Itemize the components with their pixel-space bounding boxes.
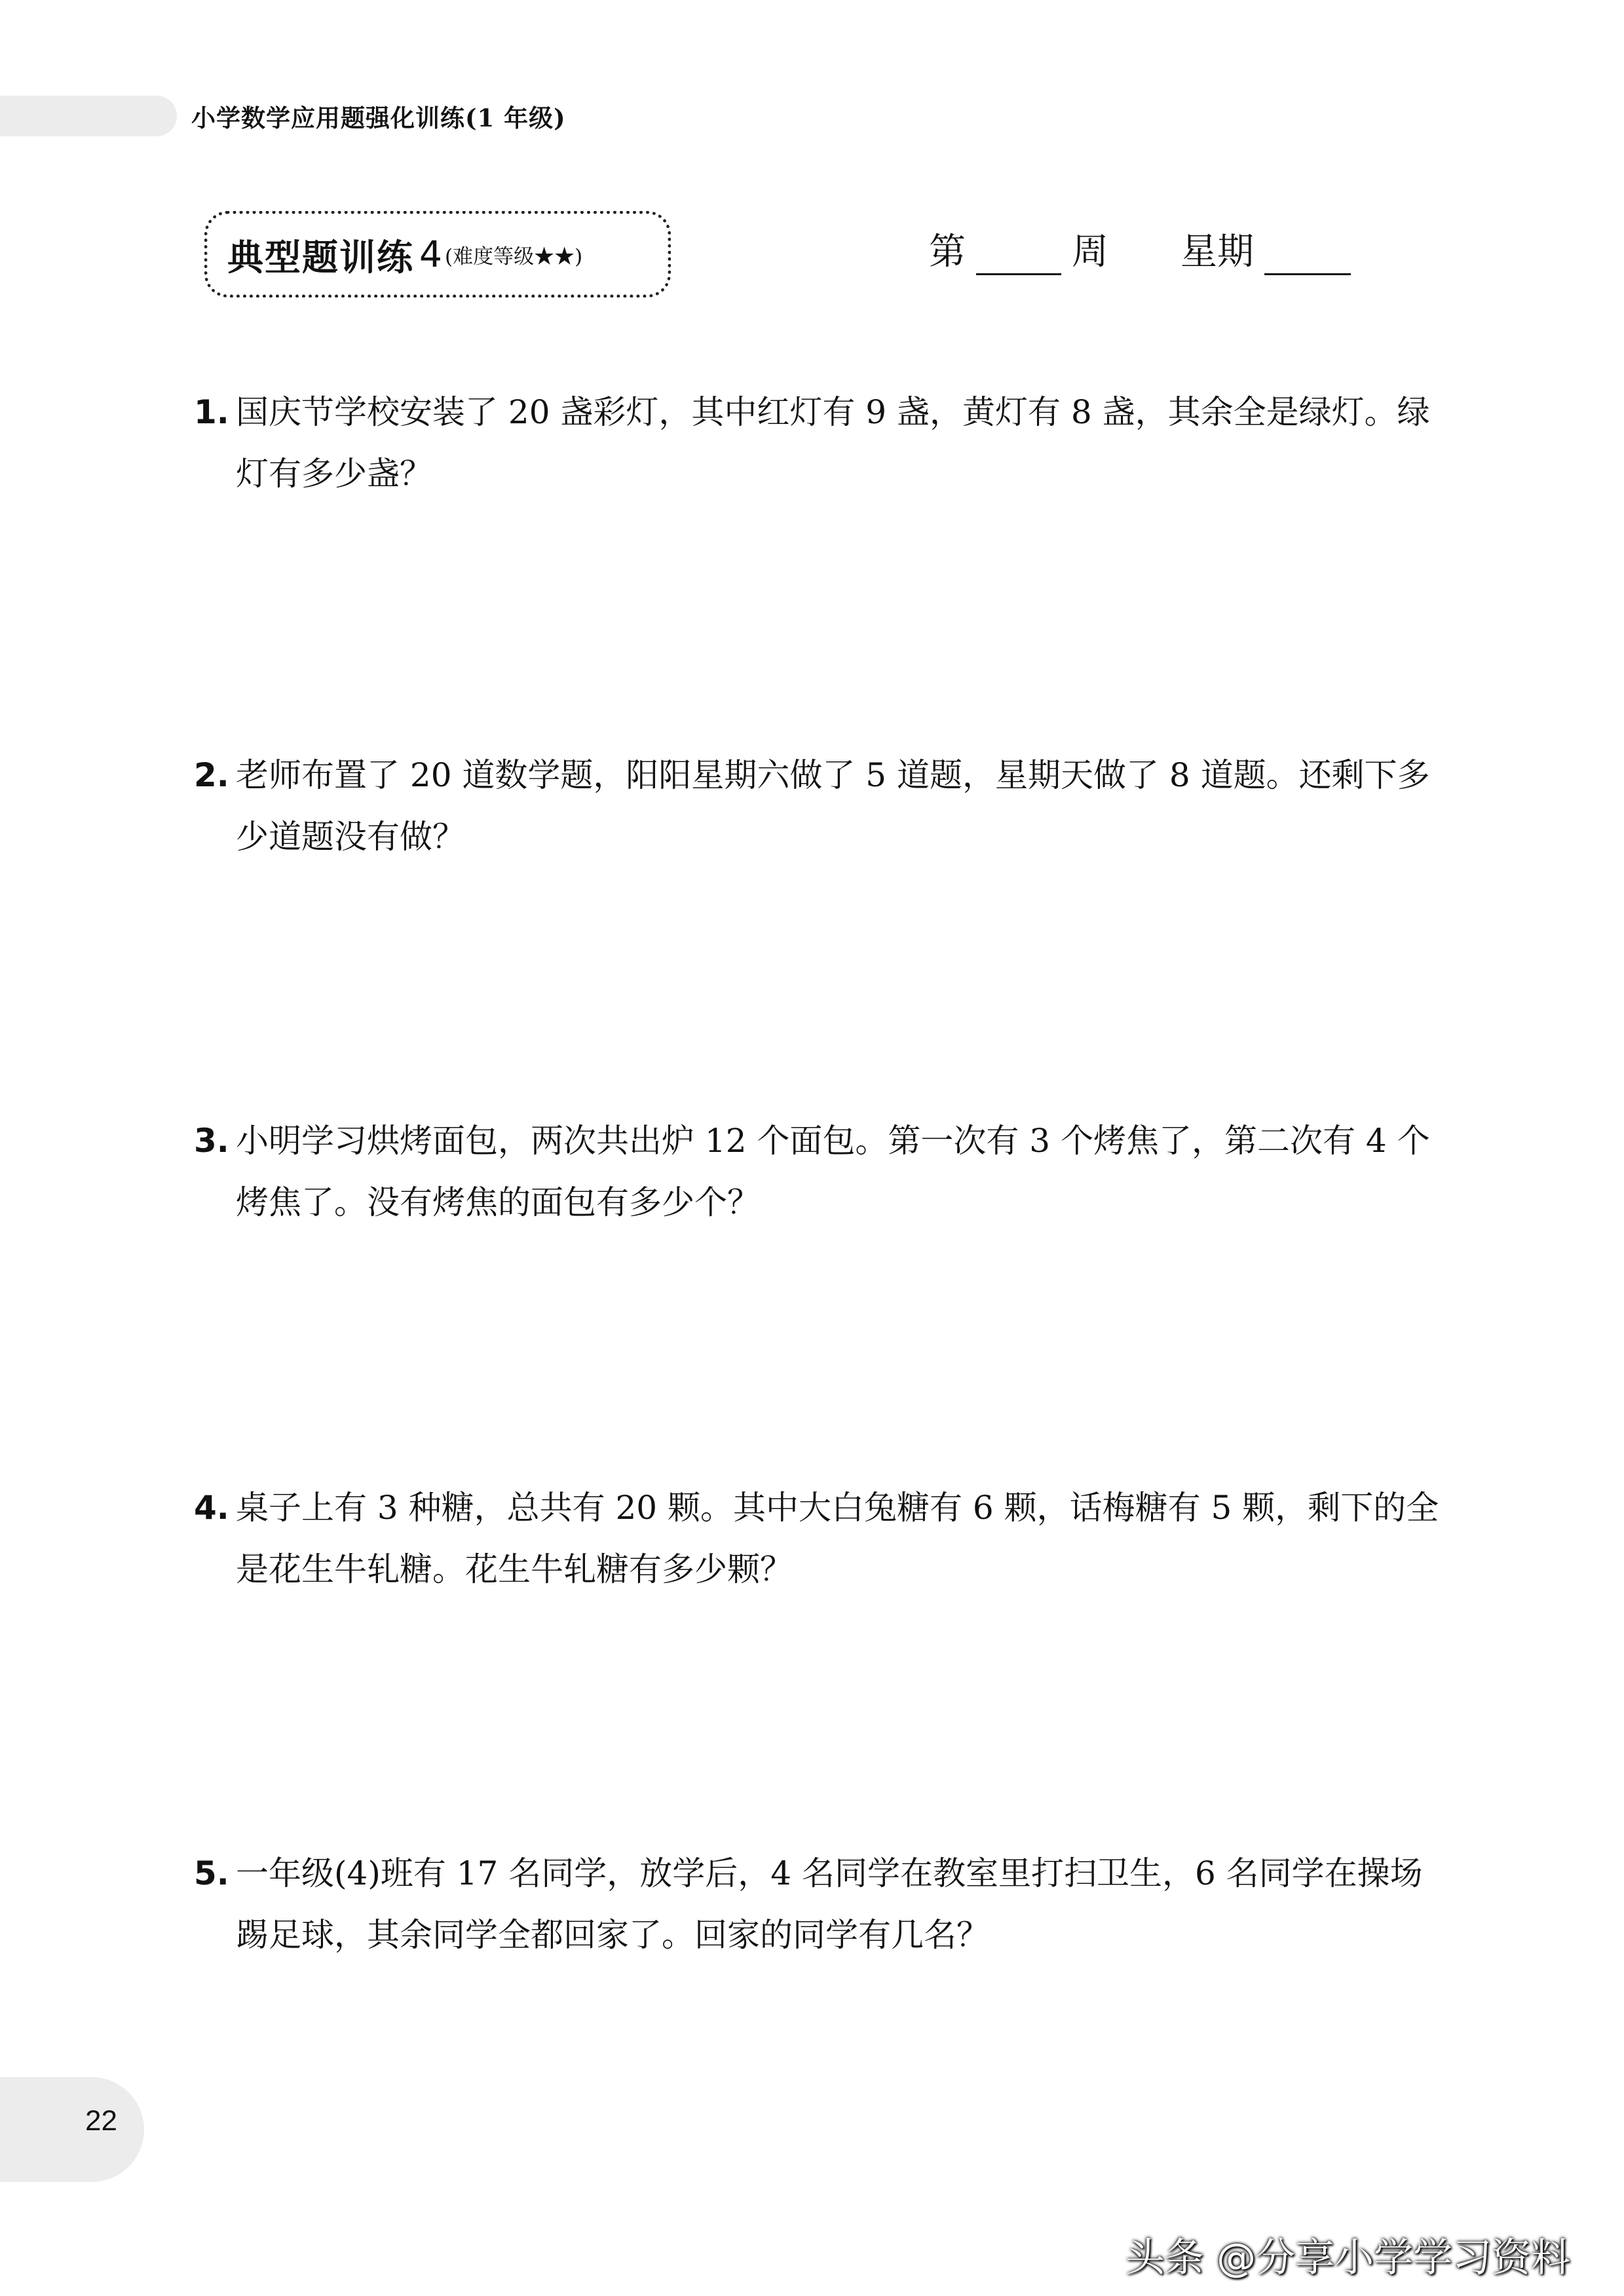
header-band — [0, 96, 177, 136]
watermark: 头条 @分享小学学习资料 — [1125, 2235, 1571, 2281]
problem-number: 1. — [194, 393, 229, 431]
day-blank[interactable] — [1264, 230, 1351, 275]
week-prefix: 第 — [929, 231, 966, 273]
page-number: 22 — [85, 2105, 117, 2137]
problem-3 — [194, 1110, 1452, 1233]
problem-number: 4. — [194, 1489, 229, 1527]
section-number: 4 — [419, 233, 443, 275]
problem-number: 5. — [194, 1854, 229, 1892]
problem-4 — [194, 1477, 1452, 1600]
week-suffix: 周 — [1072, 231, 1108, 273]
problem-text: 桌子上有 3 种糖，总共有 20 颗。其中大白兔糖有 6 颗，话梅糖有 5 颗，剩下的全是花生牛轧糖。花生牛轧糖有多少颗？ — [236, 1489, 1439, 1588]
schedule-row — [929, 223, 1351, 275]
problem-number: 3. — [194, 1122, 229, 1160]
problem-text: 国庆节学校安装了 20 盏彩灯，其中红灯有 9 盏，黄灯有 8 盏，其余全是绿灯。绿灯有多少盏？ — [236, 393, 1430, 493]
section-title-box — [204, 211, 671, 297]
problem-1 — [194, 381, 1452, 505]
section-title: 典型题训练 — [227, 236, 415, 278]
difficulty-label: (难度等级★★) — [445, 244, 583, 269]
problem-text: 小明学习烘烤面包，两次共出炉 12 个面包。第一次有 3 个烤焦了，第二次有 4 个烤焦了。没有烤焦的面包有多少个？ — [236, 1122, 1430, 1221]
week-blank[interactable] — [976, 230, 1061, 275]
problem-text: 老师布置了 20 道数学题，阳阳星期六做了 5 道题，星期天做了 8 道题。还剩下多少道题没有做？ — [236, 756, 1430, 856]
page-tab — [0, 2077, 144, 2182]
book-title: 小学数学应用题强化训练(1 年级) — [191, 104, 566, 132]
problem-2 — [194, 744, 1452, 868]
problem-5 — [194, 1843, 1452, 1966]
day-label: 星期 — [1180, 231, 1254, 273]
problem-text: 一年级(4)班有 17 名同学，放学后，4 名同学在教室里打扫卫生，6 名同学在操场踢足球，其余同学全都回家了。回家的同学有几名？ — [236, 1854, 1423, 1954]
problem-number: 2. — [194, 756, 229, 794]
